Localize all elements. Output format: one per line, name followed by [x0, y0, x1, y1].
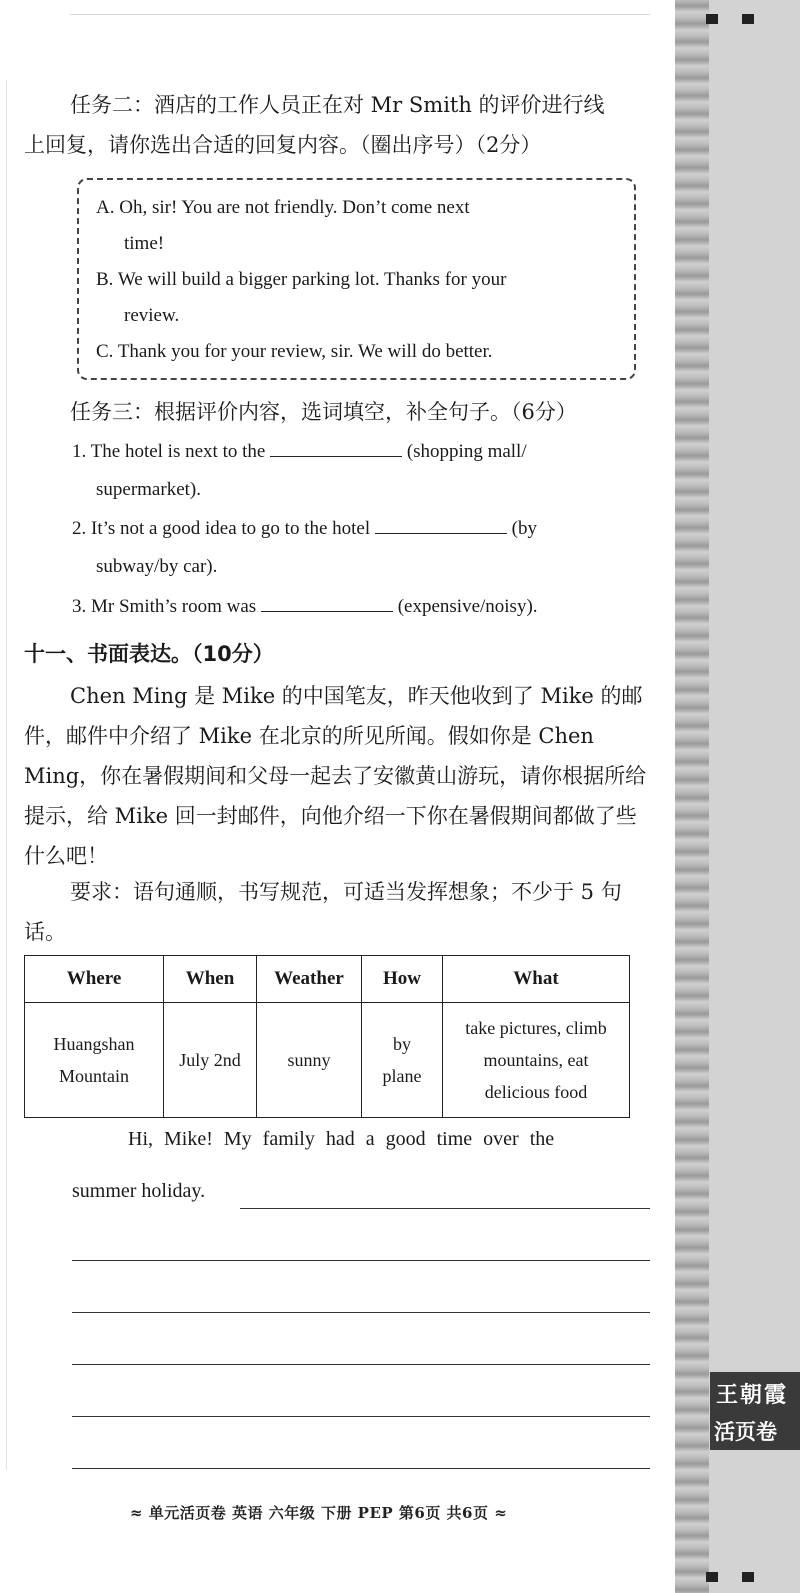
q2-text: 2. It’s not a good idea to go to the hotel: [72, 518, 371, 539]
marker-square: [742, 1572, 754, 1582]
q3-text: 3. Mr Smith’s room was: [72, 596, 257, 617]
q1-blank[interactable]: [270, 438, 402, 457]
question-3: [72, 588, 650, 626]
q1-text: 1. The hotel is next to the: [72, 441, 266, 462]
q3-choices: (expensive/noisy).: [397, 596, 538, 617]
option-a-cont: time!: [124, 233, 165, 254]
q3-blank[interactable]: [261, 593, 393, 612]
writing-line-4[interactable]: [72, 1364, 650, 1365]
writing-prompt: Chen Ming 是 Mike 的中国笔友，昨天他收到了 Mike 的邮件，邮件中介绍了 Mike 在北京的所见所闻。假如你是 Chen Ming，你在暑假期间和父母一起去了安徽黄山游玩，请你根据所给提示，给 Mike 回一封邮件，向他介绍一下你在暑假期间都做了些什么吧！: [24, 684, 647, 868]
td-weather: sunny: [257, 1003, 362, 1118]
q2-choices: (by: [511, 518, 537, 539]
writing-line-1[interactable]: [240, 1208, 650, 1209]
writing-line-2[interactable]: [72, 1260, 650, 1261]
option-c: [96, 334, 621, 370]
q2-cont: subway/by car).: [96, 556, 218, 577]
q1-choices: (shopping mall/: [406, 441, 527, 462]
option-b-text: B. We will build a bigger parking lot. Thanks for your: [96, 269, 507, 290]
task2-line2: 上回复，请你选出合适的回复内容。（圈出序号）（2分）: [24, 133, 542, 157]
option-a-text: A. Oh, sir! You are not friendly. Don’t come next: [96, 197, 470, 218]
top-rule: [70, 14, 650, 15]
question-1: [72, 433, 650, 471]
th-what: What: [443, 956, 630, 1003]
td-what: take pictures, climb mountains, eat delicious food: [443, 1003, 630, 1118]
letter-greeting: Hi, Mike! My family had a good time over the: [128, 1128, 555, 1150]
table-row: [25, 1003, 630, 1118]
option-b-cont: review.: [124, 305, 180, 326]
page-footer: ≈ 单元活页卷 英语 六年级 下册 PEP 第6页 共6页 ≈: [130, 1504, 508, 1522]
writing-line-6[interactable]: [72, 1468, 650, 1469]
td-when: July 2nd: [164, 1003, 257, 1118]
brand-logo: [710, 1372, 800, 1450]
letter-start: summer holiday.: [72, 1180, 206, 1202]
writing-line-5[interactable]: [72, 1416, 650, 1417]
section-11-heading: 十一、书面表达。（10分）: [24, 642, 274, 666]
th-when: When: [164, 956, 257, 1003]
td-where: Huangshan Mountain: [25, 1003, 164, 1118]
marker-square: [706, 14, 718, 24]
binding-strip: [675, 0, 800, 1593]
option-a: [96, 190, 621, 262]
marker-square: [706, 1572, 718, 1582]
strip-inner: [709, 0, 800, 1593]
marker-square: [742, 14, 754, 24]
q2-blank[interactable]: [375, 515, 507, 534]
option-c-text: C. Thank you for your review, sir. We will do better.: [96, 341, 493, 362]
brand-series: 活页卷: [714, 1420, 777, 1444]
th-weather: Weather: [257, 956, 362, 1003]
table-header-row: [25, 956, 630, 1003]
q1-cont: supermarket).: [96, 479, 201, 500]
td-how: by plane: [362, 1003, 443, 1118]
question-2: [72, 510, 650, 548]
th-how: How: [362, 956, 443, 1003]
margin-line: [6, 80, 7, 1470]
brand-name: 王朝霞: [716, 1383, 789, 1408]
writing-line-3[interactable]: [72, 1312, 650, 1313]
torn-edge: [675, 0, 709, 1593]
task3-title: 任务三：根据评价内容，选词填空，补全句子。（6分）: [70, 400, 577, 424]
th-where: Where: [25, 956, 164, 1003]
task2-line1: 任务二：酒店的工作人员正在对 Mr Smith 的评价进行线: [70, 93, 605, 117]
writing-requirements: 要求：语句通顺，书写规范，可适当发挥想象；不少于 5 句话。: [24, 880, 622, 944]
hint-table: [24, 955, 630, 1118]
option-b: [96, 262, 621, 334]
